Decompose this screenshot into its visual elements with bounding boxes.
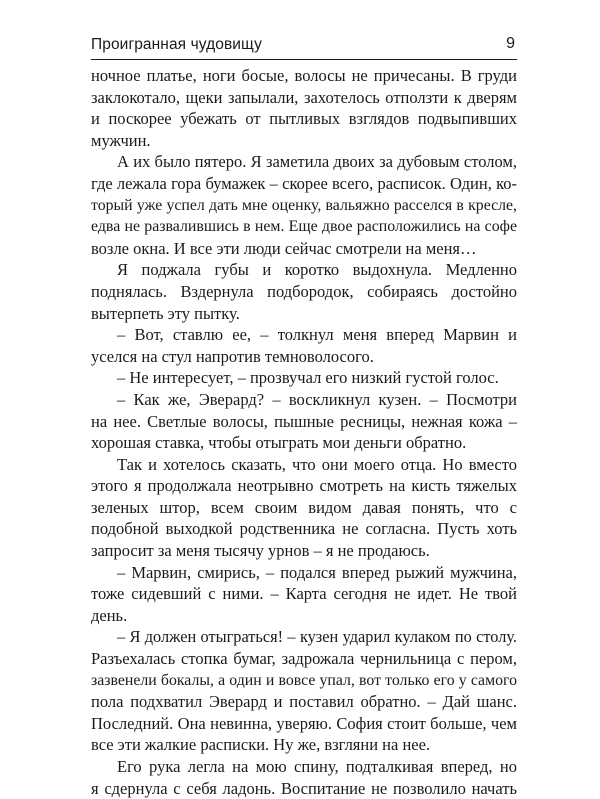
- text-line: Я поджала губы и коротко выдохнула. Медленно: [117, 260, 517, 280]
- text-line: – Марвин, смирись, – подался вперед рыжий мужчина,: [117, 562, 517, 582]
- text-line: заклокотало, щеки запылали, захотелось отползти к дверям: [91, 87, 517, 107]
- text-line: едва не развалившись в нем. Еще двое расположились на софе: [91, 218, 517, 236]
- text-line: Разъехалась стопка бумаг, задрожала чернильница с пером,: [91, 649, 517, 669]
- text-line: я сдернула с себя ладонь. Воспитание не позволило начать: [91, 778, 517, 798]
- text-line: ночное платье, ноги босые, волосы не причесаны. В груди: [91, 66, 517, 85]
- text-line: запросит за меня тысячу урнов – я не продаюсь.: [91, 541, 430, 561]
- text-line: вытерпеть эту пытку.: [91, 303, 240, 323]
- text-line: все эти жалкие расписки. Ну же, взгляни на нее.: [91, 735, 431, 755]
- text-line: уселся на стул напротив темноволосого.: [91, 346, 374, 366]
- text-line: возле окна. И все эти люди сейчас смотрели на меня…: [91, 238, 477, 258]
- text-line: – Как же, Эверард? – воскликнул кузен. – Посмотри: [117, 389, 517, 409]
- text-line: тоже сидевший с ними. – Карта сегодня не идет. Не твой: [91, 584, 517, 604]
- text-line: пола подхватил Эверард и поставил обратно. – Дай шанс.: [91, 692, 517, 712]
- text-line: – Вот, ставлю ее, – толкнул меня вперед Марвин и: [117, 325, 517, 345]
- text-line: поднялась. Вздернула подбородок, собираясь достойно: [91, 281, 517, 301]
- text-line: и поскорее убежать от пытливых взглядов подвыпивших: [91, 109, 517, 129]
- text-line: – Я должен отыграться! – кузен ударил кулаком по столу.: [117, 627, 517, 647]
- text-line: Последний. Она невинна, уверяю. София стоит больше, чем: [91, 713, 517, 733]
- text-line: день.: [91, 605, 128, 625]
- page-body: [91, 65, 517, 799]
- running-title: Проигранная чудовищу: [91, 36, 262, 53]
- text-line: зазвенели бокалы, а один и вовсе упал, вот только его у самого: [91, 671, 517, 689]
- page-number: 9: [506, 35, 515, 52]
- text-line: торый уже успел дать мне оценку, вальяжно расселся в кресле,: [91, 196, 517, 214]
- text-line: Его рука легла на мою спину, подталкивая вперед, но: [117, 757, 517, 776]
- running-header: [91, 32, 517, 62]
- text-line: А их было пятеро. Я заметила двоих за дубовым столом,: [117, 152, 517, 172]
- text-line: где лежала гора бумажек – скорее всего, расписок. Один, ко-: [91, 173, 517, 193]
- text-line: – Не интересует, – прозвучал его низкий густой голос.: [117, 368, 499, 388]
- text-line: зеленых штор, всем своим видом давая понять, что с: [91, 497, 517, 517]
- text-line: Так и хотелось сказать, что они моего отца. Но вместо: [117, 454, 517, 474]
- text-line: подобной выходкой родственника не согласна. Пусть хоть: [91, 519, 517, 539]
- text-line: хорошая ставка, чтобы отыграть мои деньги обратно.: [91, 433, 467, 453]
- header-rule: [91, 59, 517, 60]
- text-line: этого я продолжала неотрывно смотреть на кисть тяжелых: [91, 476, 517, 496]
- text-line: на нее. Светлые волосы, пышные ресницы, нежная кожа –: [91, 411, 517, 431]
- text-line: мужчин.: [91, 130, 151, 150]
